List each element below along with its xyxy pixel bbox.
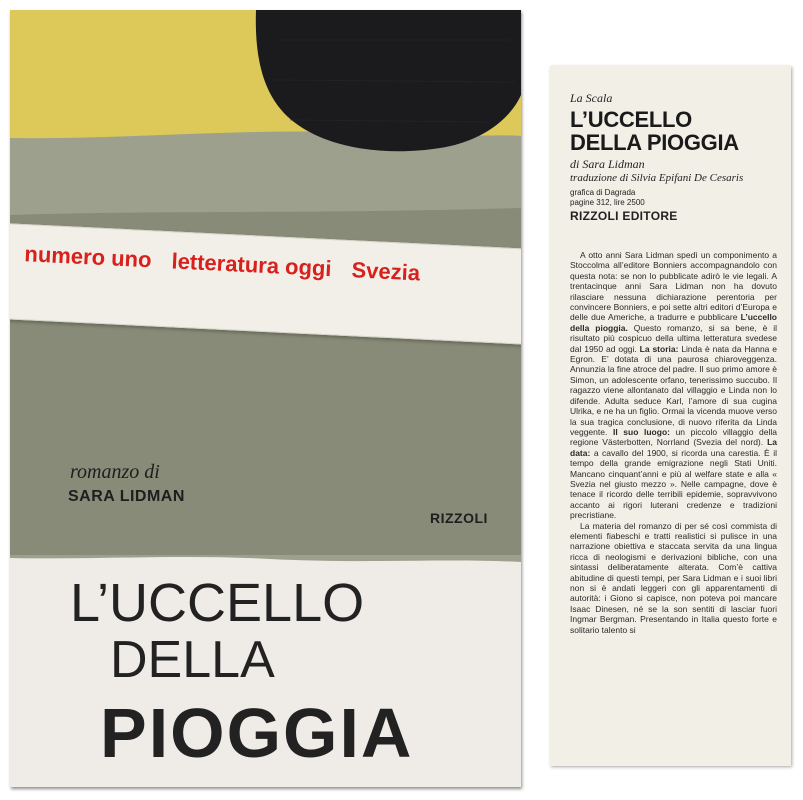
cover-publisher: RIZZOLI: [430, 510, 488, 526]
bookmark-credits-design: grafica di Dagrada: [570, 188, 636, 197]
cover-label: romanzo di: [70, 461, 160, 483]
cover-title-line-1: L’UCCELLO: [70, 573, 365, 633]
bookmark-credits-pages-price: pagine 312, lire 2500: [570, 198, 645, 207]
bookmark-series: La Scala: [570, 91, 613, 105]
paragraph-1-date: a cavallo del 1900, si ricorda una carestia. È il tempo della grande emigrazione negli Stati Uniti. Mancano cinquant’anni e più al welfare state e alla « Svezia nel giusto mezzo ». Nelle campagne, dove è tenace il ricordo delle terribili epidemie, sopravvivono accanto ai rigori luterani credenze e tradizioni precristiane.: [570, 447, 777, 521]
bookmark-translator: traduzione di Silvia Epifani De Cesaris: [570, 172, 744, 184]
bookmark-publisher: RIZZOLI EDITORE: [570, 209, 678, 223]
bookmark-body: [570, 250, 777, 635]
label-place: Il suo luogo:: [612, 426, 670, 437]
paragraph-1-story: Linda è nata da Hanna e Egron. E’ dotata di una paurosa chiaroveggenza. Annunzia la fine atroce del padre. Il suo primo amore è Simon, un adolescente orfano, tenerissimo succubo. Il ragazzo viene allontanato dal villaggio e Linda non lo difende. Adulta seduce Karl, l’amore di sua cugina Ulrika, e ne ha un figlio. Ormai la vicenda muove verso la sua tragica conclusione, di nuovo riferita da Linda veggente.: [570, 343, 777, 437]
label-story: La storia:: [639, 343, 679, 354]
bookmark-title-line-1: L’UCCELLO: [570, 107, 692, 132]
bookmark-card: [550, 66, 791, 766]
label-date: La data:: [570, 437, 777, 458]
cover-title-line-2: DELLA: [110, 631, 275, 689]
bookmark-byline: di Sara Lidman: [570, 157, 645, 171]
band-phrase-country: Svezia: [351, 257, 421, 286]
paragraph-1-continuation: Questo romanzo, si sa bene, è il risultato più cospicuo della ultima letteratura svedese dal 1950 ad oggi.: [570, 322, 778, 354]
paragraph-1-book-title: L’uccello della pioggia.: [570, 312, 777, 333]
cover-title-line-3: PIOGGIA: [100, 694, 414, 772]
band-phrase-letteratura: letteratura oggi: [170, 248, 333, 282]
bookmark-paragraph-2: La materia del romanzo di per sé così commista di elementi fiabeschi e tratti realistici si pulisce in una narrazione obiettiva e staccata servita da una lingua ricca di neologismi e derivazioni bibliche, con una sintassi deliberatamente alterata. Com’è cattiva abitudine di questi tempi, per Sara Lidman e i suoi libri non si è andati leggeri con gli apparentamenti di autorità: i Giono si capisce, non poteva poi mancare Isaac Dinesen, né se la son sentiti di lasciar fuori Ingmar Bergman. Presentando in Italia questo forte e solitario talento si: [570, 520, 777, 635]
bookmark-credits: [570, 188, 777, 208]
cover-author: SARA LIDMAN: [68, 488, 185, 505]
bookmark-title: [570, 108, 777, 154]
book-cover: [10, 10, 521, 787]
bookmark-title-line-2: DELLA PIOGGIA: [570, 130, 739, 155]
band-phrase-numero-uno: numero uno: [23, 241, 153, 273]
bookmark-paragraph-1: [570, 250, 777, 521]
paragraph-1-intro: A otto anni Sara Lidman spedì un componimento a Stoccolma all’editore Bonniers accompagnandolo con questa nota: se non lo pubblicate adirò le vie legali. A trentacinque anni Sara Lidman non ha dovuto rilasciare nessuna dichiarazione perentoria per convincere Bonniers, e poi sette altri editori d’Europa e delle due Americhe, a tradurre e pubblicare: [570, 250, 777, 323]
paragraph-1-place: un piccolo villaggio della regione Västerbotten, Norrland (Svezia del nord).: [570, 426, 777, 448]
